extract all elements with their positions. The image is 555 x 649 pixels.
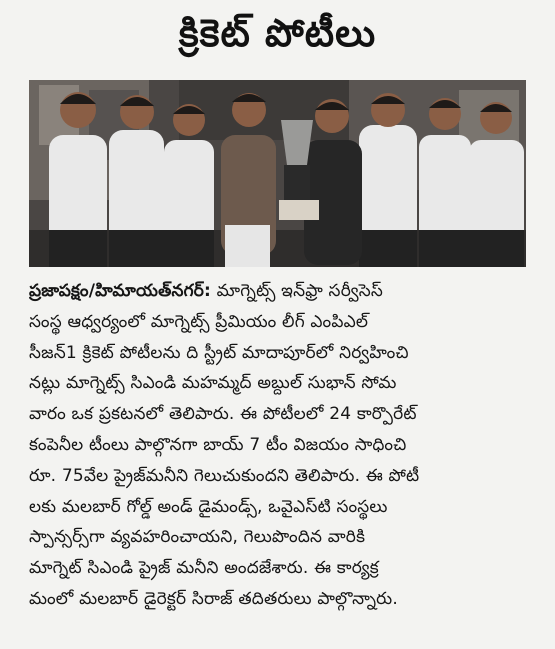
article-line: స్పాన్సర్స్‌గా వ్యవహరించాయని, గెలుపొందిన వారికి [29, 527, 366, 548]
headline [0, 8, 555, 68]
article-line: కంపెనీల టీంలు పాల్గొనగా బాయ్ 7 టీం విజయం సాధించి [29, 434, 407, 455]
headline-text: క్రికెట్ పోటీలు [178, 11, 377, 55]
article-line: ప్రజాపక్షం/హిమాయత్‌నగర్: మాగ్నెట్స్ ఇన్‌ఫ్రా సర్వీసెస్ [29, 281, 384, 301]
article-body [29, 276, 529, 615]
article-line: సీజన్1 క్రికెట్ పోటీలను ది స్ట్రీట్ మాదాపూర్‌లో నిర్వహించి [29, 342, 409, 363]
article-line: రూ. 75వేల ప్రైజ్‌మనీని గెలుచుకుందని తెలిపారు. ఈ పోటీ [29, 465, 420, 486]
article-line: మాగ్నెట్ సిఎండి ప్రైజ్ మనీని అందజేశారు. ఈ కార్యక్ర [29, 558, 379, 579]
photo-illustration [29, 80, 526, 267]
article-line: నట్లు మాగ్నెట్స్ సిఎండి మహమ్మద్ అబ్దుల్ సుభాన్ సోమ [29, 373, 397, 394]
article-line: లకు మలబార్ గోల్డ్ అండ్ డైమండ్స్, ఒవైఎస్‌టి సంస్థలు [29, 496, 388, 517]
dateline: ప్రజాపక్షం/హిమాయత్‌నగర్: [29, 281, 212, 301]
article-line: సంస్థ ఆధ్వర్యంలో మాగ్నెట్స్ ప్రీమియం లీగ్ ఎంపిఎల్ [29, 311, 369, 332]
news-photo [29, 80, 526, 267]
article-line: వారం ఒక ప్రకటనలో తెలిపారు. ఈ పోటీలలో 24 కార్పొరేట్ [29, 404, 417, 425]
article-line: మంలో మలబార్ డైరెక్టర్ సిరాజ్ తదితరులు పాల్గొన్నారు. [29, 588, 398, 609]
